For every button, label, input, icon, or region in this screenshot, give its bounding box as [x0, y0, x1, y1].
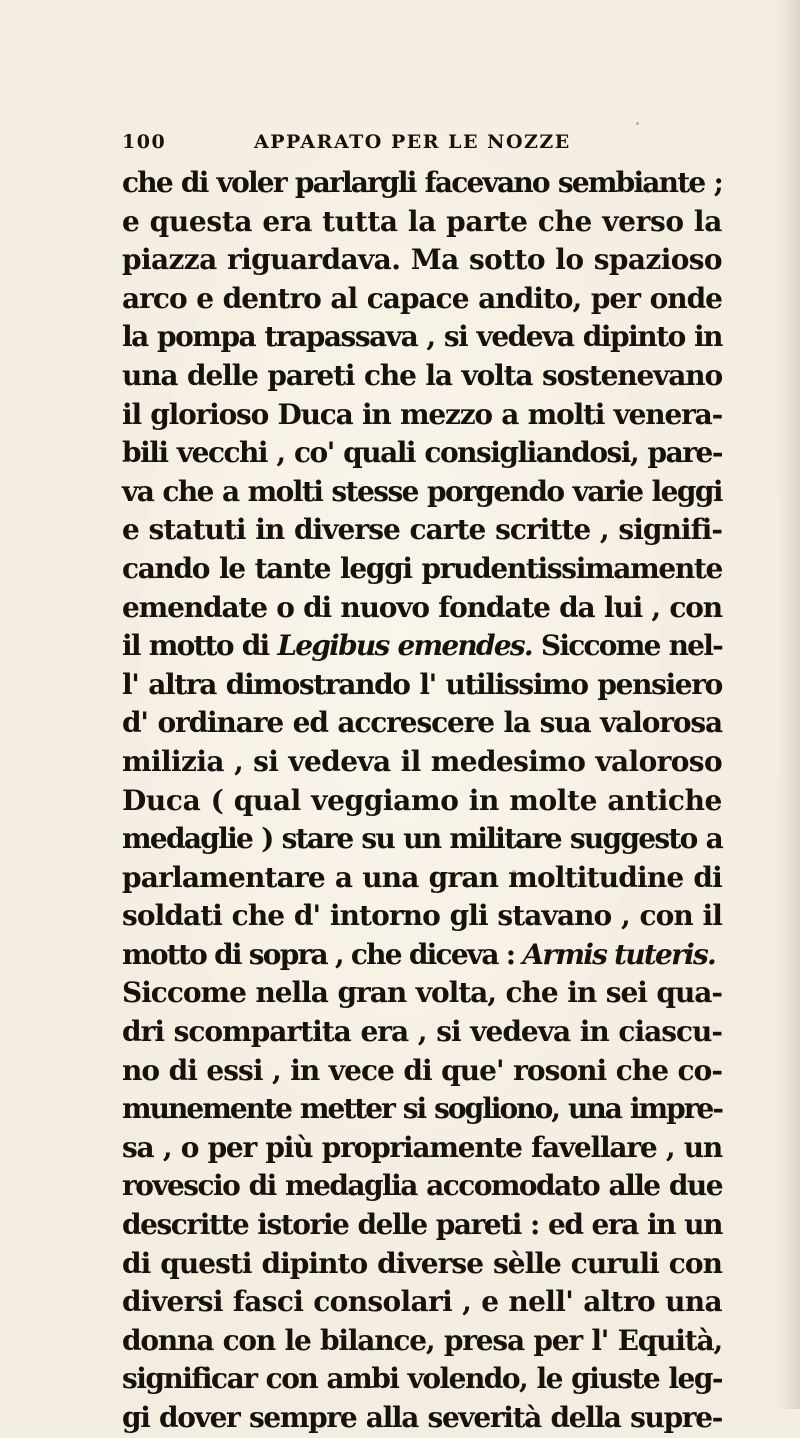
- text-line: [122, 627, 722, 666]
- text-line: va che a molti stesse porgendo varie leggi: [122, 474, 722, 508]
- text-line: piazza riguardava. Ma sotto lo spazioso: [122, 243, 722, 277]
- text-line: donna con le bilance, presa per l' Equità,: [122, 1323, 722, 1357]
- text-line: sa , o per più propriamente favellare , un: [122, 1130, 722, 1164]
- text-line: cando le tante leggi prudentissimamente: [122, 551, 722, 585]
- text-line: munemente metter si sogliono, una impre-: [122, 1092, 722, 1126]
- text-line: gi dover sempre alla severità della supre-: [122, 1401, 722, 1434]
- italic-motto: Legibus emendes.: [277, 629, 532, 663]
- page-edge-shadow: [778, 0, 800, 1409]
- text-line: significar con ambi volendo, le giuste leg-: [122, 1362, 722, 1396]
- text-line: e statuti in diverse carte scritte , signifi-: [122, 513, 722, 547]
- text-line: il glorioso Duca in mezzo a molti venera-: [122, 397, 722, 431]
- text-line: diversi fasci consolari , e nell' altro una: [122, 1285, 722, 1319]
- text-line: medaglie ) stare su un militare suggesto a: [122, 822, 722, 856]
- paper-blemish: [636, 122, 639, 125]
- running-head: APPARATO PER LE NOZZE: [254, 131, 571, 153]
- text-line: dri scompartita era , si vedeva in ciascu-: [122, 1015, 722, 1049]
- text-line: una delle pareti che la volta sostenevano: [122, 358, 722, 392]
- text-line: soldati che d' intorno gli stavano , con il: [122, 899, 722, 933]
- page-header: [122, 131, 702, 161]
- page-number: 100: [122, 131, 167, 153]
- italic-motto: Armis tuteris.: [522, 937, 716, 971]
- text-line: rovescio di medaglia accomodato alle due: [122, 1169, 722, 1203]
- paper-blemish: [512, 870, 516, 874]
- text-line: che di voler parlargli facevano sembiante ;: [122, 166, 722, 199]
- text-line: l' altra dimostrando l' utilissimo pensiero: [122, 667, 722, 701]
- body-text: [122, 164, 722, 1438]
- text-line: Duca ( qual veggiamo in molte antiche: [122, 783, 722, 817]
- text-line: arco e dentro al capace andito, per onde: [122, 281, 722, 315]
- text-segment: motto di sopra , che diceva :: [122, 937, 523, 971]
- text-line: [122, 936, 722, 975]
- text-line: di questi dipinto diverse sèlle curuli con: [122, 1246, 722, 1280]
- text-line: parlamentare a una gran moltitudine di: [122, 860, 722, 894]
- text-segment: il motto di: [122, 629, 278, 663]
- text-line: d' ordinare ed accrescere la sua valorosa: [122, 706, 722, 740]
- text-line: Siccome nella gran volta, che in sei qua-: [122, 976, 722, 1010]
- text-line: no di essi , in vece di que' rosoni che co-: [122, 1053, 722, 1087]
- text-segment: Siccome nel-: [531, 629, 722, 663]
- text-line: milizia , si vedeva il medesimo valoroso: [122, 744, 722, 778]
- text-line: la pompa trapassava , si vedeva dipinto in: [122, 320, 722, 354]
- text-line: emendate o di nuovo fondate da lui , con: [122, 590, 722, 624]
- text-line: bili vecchi , co' quali consigliandosi, pare-: [122, 436, 722, 470]
- text-line: e questa era tutta la parte che verso la: [122, 204, 722, 238]
- text-line: descritte istorie delle pareti : ed era in un: [122, 1208, 722, 1242]
